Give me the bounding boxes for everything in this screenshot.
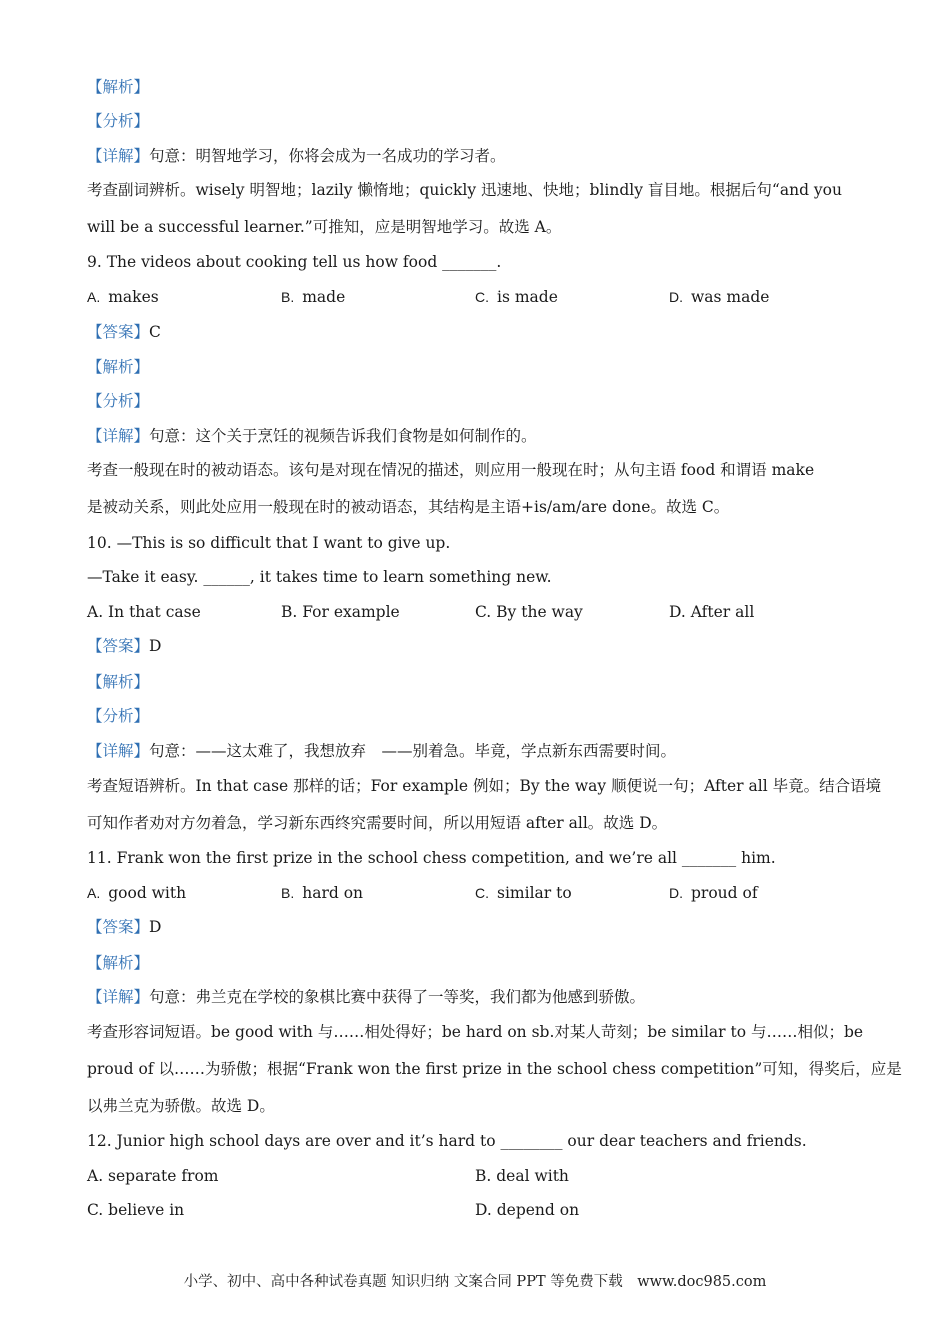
option-a: A. good with: [87, 884, 187, 902]
answer-value: C: [149, 323, 161, 341]
option-c: C. By the way: [475, 603, 583, 621]
detail-line: 【详解】句意：——这太难了，我想放弃 ——别着急。毕竟，学点新东西需要时间。: [87, 742, 677, 760]
answer-value: D: [149, 918, 162, 936]
options-row: [87, 1165, 867, 1187]
answer-line: 【答案】D: [87, 918, 162, 936]
option-b: B. made: [281, 288, 346, 306]
analysis-tag: 【解析】: [87, 358, 150, 376]
question-stem: 12. Junior high school days are over and it’s hard to ________ our dear teachers and friends.: [87, 1132, 807, 1150]
option-d: D. After all: [669, 603, 755, 621]
detail-line: [87, 146, 506, 166]
detail-text: 句意：弗兰克在学校的象棋比赛中获得了一等奖，我们都为他感到骄傲。: [149, 988, 646, 1006]
question-stem: 9. The videos about cooking tell us how food _______.: [87, 253, 502, 271]
explanation-line: proud of 以……为骄傲；根据“Frank won the first prize in the school chess competition”可知，得奖后，应是: [87, 1060, 902, 1078]
answer-line: [87, 322, 161, 342]
answer-value: D: [149, 637, 162, 655]
explanation-line: 考查短语辨析。In that case 那样的话；For example 例如；By the way 顺便说一句；After all 毕竟。结合语境: [87, 777, 882, 795]
options-row: [87, 601, 867, 623]
explanation-line: 以弗兰克为骄傲。故选 D。: [87, 1097, 275, 1115]
option-b: B. hard on: [281, 884, 364, 902]
question-stem: 11. Frank won the first prize in the school chess competition, and we’re all _______ him.: [87, 849, 776, 867]
fenxi-tag: 【分析】: [87, 707, 150, 725]
explanation-line: will be a successful learner.”可推知，应是明智地学习。故选 A。: [87, 218, 562, 236]
analysis-tag: 【解析】: [87, 954, 150, 972]
detail-tag: 【详解】: [87, 147, 150, 165]
answer-tag: 【答案】: [87, 323, 150, 341]
question-stem: —Take it easy. ______, it takes time to learn something new.: [87, 568, 552, 586]
explanation-line: 考查形容词短语。be good with 与……相处得好；be hard on sb.对某人苛刻；be similar to 与……相似；be: [87, 1023, 864, 1041]
detail-line: 【详解】句意：弗兰克在学校的象棋比赛中获得了一等奖，我们都为他感到骄傲。: [87, 988, 646, 1006]
option-b: B. For example: [281, 603, 400, 621]
option-c: C. believe in: [87, 1201, 185, 1219]
analysis-tag: 【解析】: [87, 673, 150, 691]
detail-text: 句意：——这太难了，我想放弃 ——别着急。毕竟，学点新东西需要时间。: [149, 742, 677, 760]
question-stem: 10. —This is so difficult that I want to give up.: [87, 534, 451, 552]
explanation-line: 考查副词辨析。wisely 明智地；lazily 懒惰地；quickly 迅速地、快地；blindly 盲目地。根据后句“and you: [87, 181, 842, 199]
detail-text: 句意：明智地学习，你将会成为一名成功的学习者。: [149, 147, 506, 165]
option-d: D. was made: [669, 288, 770, 306]
explanation-line: 可知作者劝对方勿着急，学习新东西终究需要时间，所以用短语 after all。故选 D。: [87, 814, 668, 832]
options-row: [87, 882, 867, 904]
option-a: A. makes: [87, 288, 159, 306]
option-d: D. proud of: [669, 884, 758, 902]
explanation-line: 是被动关系，则此处应用一般现在时的被动语态，其结构是主语+is/am/are done。故选 C。: [87, 498, 730, 516]
option-a: A. In that case: [87, 603, 201, 621]
fenxi-tag: 【分析】: [87, 392, 150, 410]
options-row: [87, 1199, 867, 1221]
option-c: C. similar to: [475, 884, 572, 902]
option-b: B. deal with: [475, 1167, 569, 1185]
explanation-line: 考查一般现在时的被动语态。该句是对现在情况的描述，则应用一般现在时；从句主语 food 和谓语 make: [87, 461, 815, 479]
options-row: [87, 286, 867, 308]
detail-text: 句意：这个关于烹饪的视频告诉我们食物是如何制作的。: [149, 427, 537, 445]
option-c: C. is made: [475, 288, 558, 306]
answer-line: 【答案】D: [87, 637, 162, 655]
page-footer: 小学、初中、高中各种试卷真题 知识归纳 文案合同 PPT 等免费下载 www.doc985.com: [183, 1274, 767, 1290]
analysis-tag: 【解析】: [87, 78, 150, 96]
fenxi-tag: 【分析】: [87, 112, 150, 130]
option-d: D. depend on: [475, 1201, 580, 1219]
option-a: A. separate from: [87, 1167, 219, 1185]
detail-line: 【详解】句意：这个关于烹饪的视频告诉我们食物是如何制作的。: [87, 427, 537, 445]
